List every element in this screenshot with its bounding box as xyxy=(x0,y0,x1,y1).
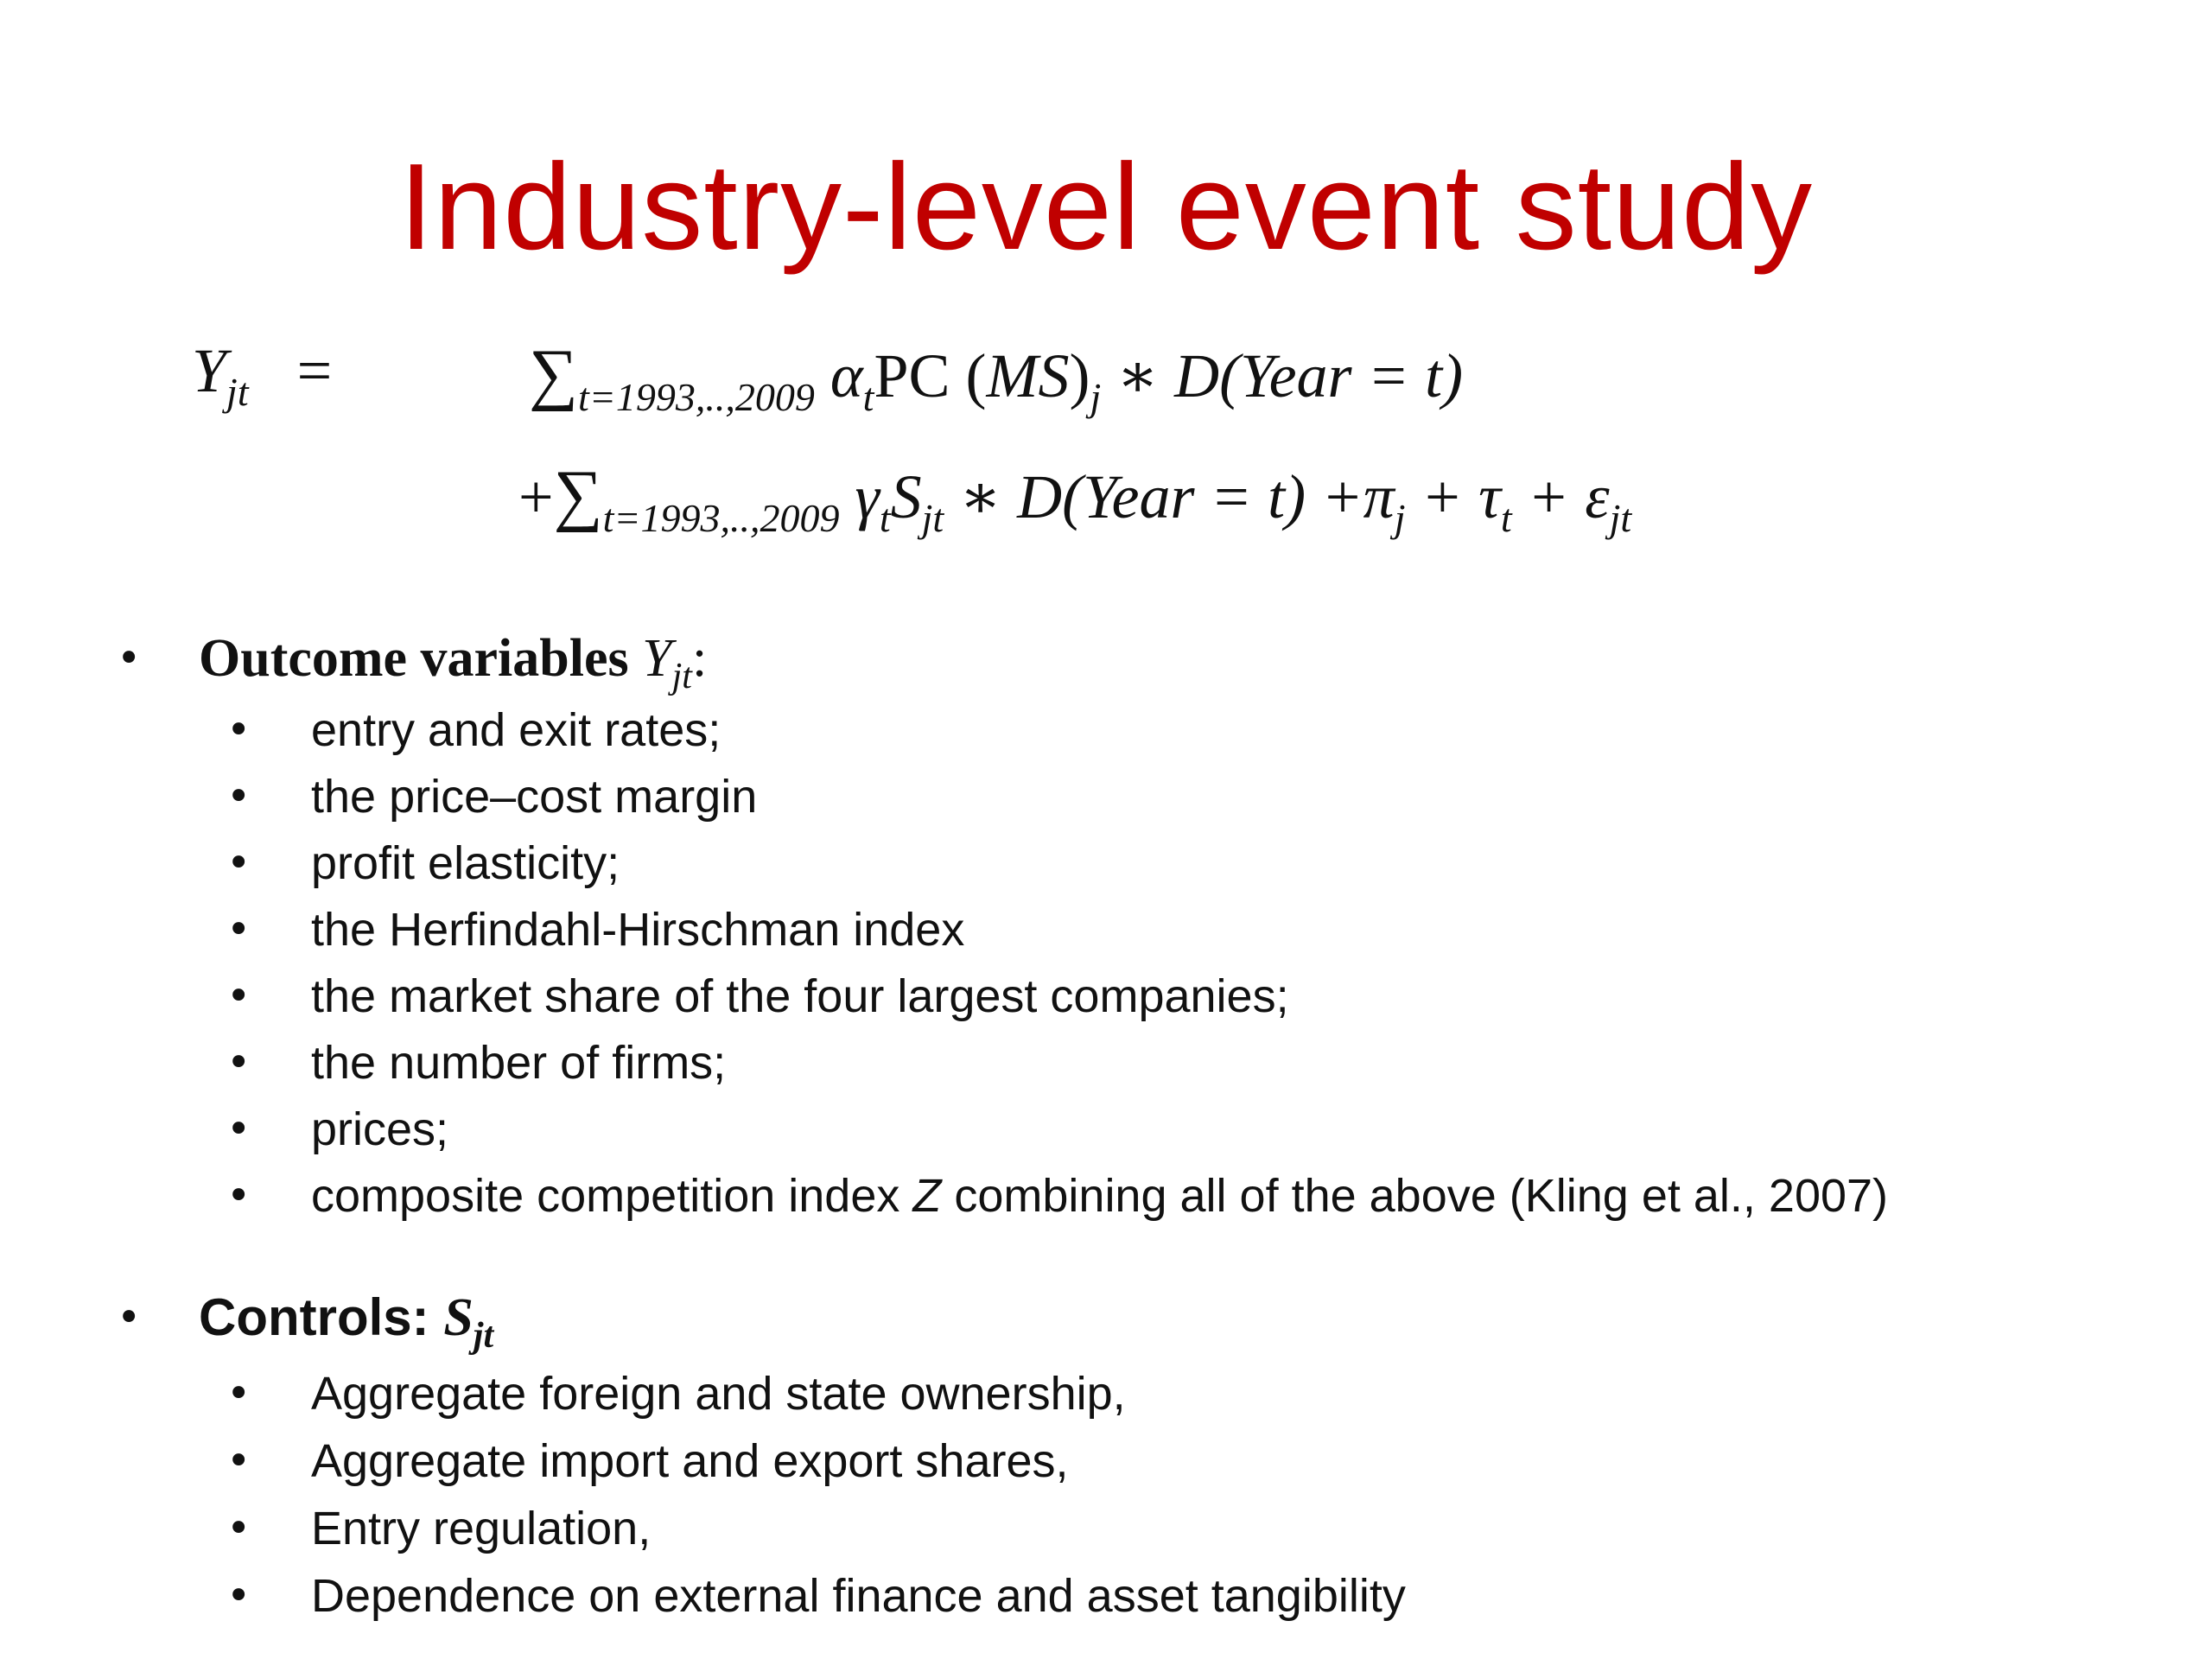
equals-sign: = xyxy=(296,336,333,405)
control-item xyxy=(226,1500,652,1557)
control-item-text: Aggregate foreign and state ownership, xyxy=(311,1368,1126,1420)
control-item xyxy=(226,1433,1069,1490)
outcome-heading-text: Outcome variables xyxy=(199,629,643,688)
bullet-icon: • xyxy=(226,772,251,821)
gamma-subscript: t xyxy=(879,496,891,540)
control-item xyxy=(226,1567,1406,1624)
outcome-variables-heading xyxy=(117,628,708,696)
controls-heading-text: Controls: xyxy=(199,1288,444,1346)
pi-subscript: j xyxy=(1394,496,1406,540)
alpha-symbol: α xyxy=(830,341,863,410)
bullet-icon: • xyxy=(226,906,251,954)
year-condition: (Year = t) xyxy=(1062,462,1306,531)
equation-lhs xyxy=(192,335,333,414)
controls-heading xyxy=(117,1287,494,1356)
outcome-item-text: the Herfindahl-Hirschman index xyxy=(311,904,965,956)
outcome-item-text: prices; xyxy=(311,1103,449,1155)
outcome-item xyxy=(226,768,758,825)
composite-suffix: combining all of the above (Kling et al., 2007) xyxy=(941,1170,1889,1222)
bullet-icon: • xyxy=(226,839,251,887)
outcome-item xyxy=(226,835,620,892)
outcome-item-text: entry and exit rates; xyxy=(311,704,721,756)
bullet-icon: • xyxy=(226,1039,251,1087)
bullet-icon: • xyxy=(226,972,251,1020)
outcome-item-composite xyxy=(226,1167,1889,1224)
outcome-item xyxy=(226,1101,449,1158)
pc-text: PC ( xyxy=(874,341,987,410)
equation-line-1 xyxy=(529,335,1464,419)
control-item xyxy=(226,1365,1126,1422)
bullet-icon: • xyxy=(226,1572,251,1620)
outcome-item-text: profit elasticity; xyxy=(311,837,620,889)
control-item-text: Entry regulation, xyxy=(311,1503,652,1554)
sum-symbol: ∑ xyxy=(529,336,579,412)
slide-title: Industry-level event study xyxy=(398,138,1814,276)
times-symbol: ∗ xyxy=(1116,341,1160,410)
bullet-icon: • xyxy=(117,634,142,683)
outcome-colon: : xyxy=(691,629,708,688)
d-var: D xyxy=(1017,462,1063,531)
bullet-icon: • xyxy=(226,1172,251,1220)
outcome-item-text: the price–cost margin xyxy=(311,771,758,823)
epsilon-term: + ε xyxy=(1527,462,1610,531)
outcome-item xyxy=(226,901,965,958)
ms-var: MS xyxy=(986,341,1070,410)
outcome-item xyxy=(226,702,721,759)
outcome-item-text: the number of firms; xyxy=(311,1037,727,1089)
alpha-subscript: t xyxy=(862,375,874,419)
lhs-subscript: jt xyxy=(226,370,249,414)
bullet-icon: • xyxy=(226,1437,251,1485)
plus-sign: + xyxy=(518,462,554,531)
control-item-text: Aggregate import and export shares, xyxy=(311,1435,1069,1487)
bullet-icon: • xyxy=(117,1294,142,1342)
ms-close-paren: ) xyxy=(1069,341,1090,410)
times-symbol: ∗ xyxy=(959,462,1002,531)
sum-range: t=1993,..,2009 xyxy=(578,375,815,419)
control-item-text: Dependence on external finance and asset tangibility xyxy=(311,1570,1406,1622)
outcome-item xyxy=(226,968,1289,1025)
equation-line-2 xyxy=(518,456,1632,540)
bullet-icon: • xyxy=(226,706,251,754)
composite-var: Z xyxy=(912,1170,942,1222)
s-subscript: jt xyxy=(921,496,944,540)
pi-term: +π xyxy=(1321,462,1395,531)
sum-range: t=1993,..,2009 xyxy=(602,496,840,540)
tau-subscript: t xyxy=(1500,496,1512,540)
tau-term: + τ xyxy=(1421,462,1501,531)
bullet-icon: • xyxy=(226,1504,251,1553)
bullet-icon: • xyxy=(226,1105,251,1154)
composite-prefix: composite competition index xyxy=(311,1170,913,1222)
gamma-symbol: γ xyxy=(855,462,880,531)
outcome-item xyxy=(226,1034,727,1091)
d-var: D xyxy=(1174,341,1220,410)
bullet-icon: • xyxy=(226,1370,251,1418)
ms-subscript: j xyxy=(1090,375,1102,419)
year-condition: (Year = t) xyxy=(1219,341,1464,410)
lhs-var: Y xyxy=(192,336,227,405)
outcome-var: $Y_{jt}$ xyxy=(642,629,692,696)
controls-var: $S_{jt}$ xyxy=(443,1288,494,1356)
outcome-item-text: the market share of the four largest companies; xyxy=(311,970,1289,1022)
epsilon-subscript: jt xyxy=(1609,496,1632,540)
s-var: S xyxy=(890,462,922,531)
sum-symbol: ∑ xyxy=(553,457,603,533)
